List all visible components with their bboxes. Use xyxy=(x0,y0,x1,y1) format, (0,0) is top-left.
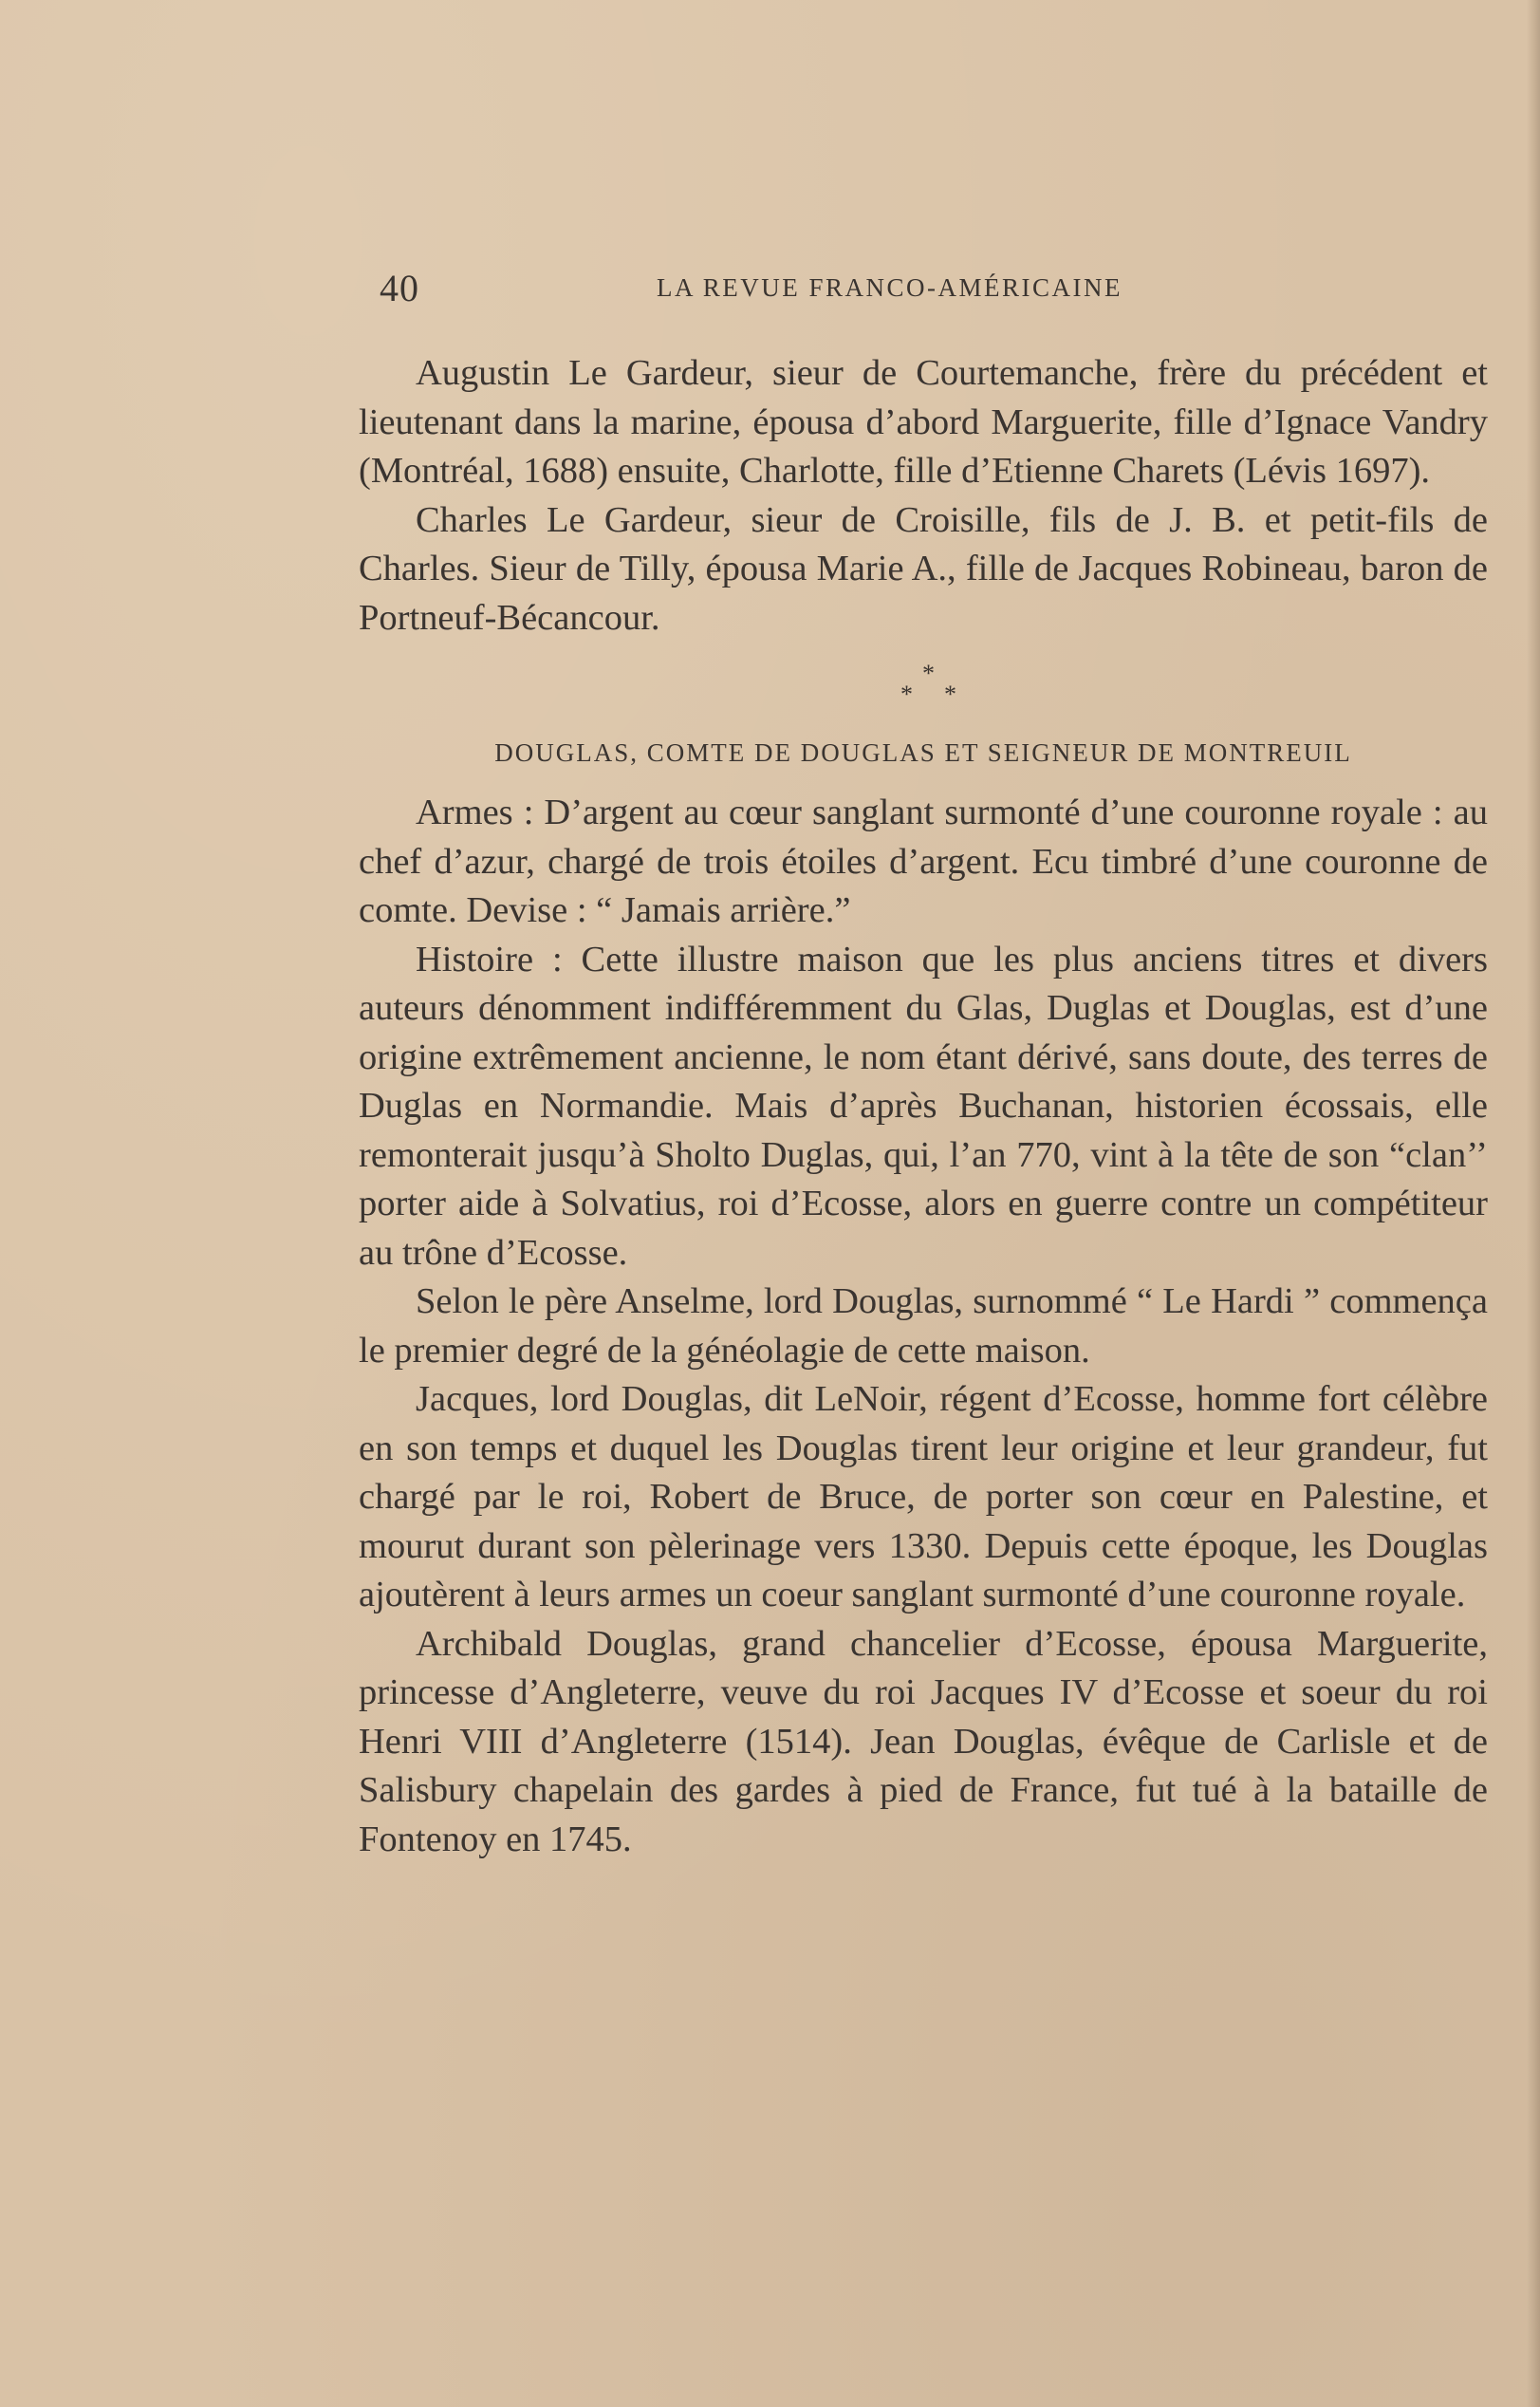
body-text xyxy=(359,349,1488,1864)
paragraph-histoire: Histoire : Cette illustre maison que les plus anciens titres et divers auteurs dénomment indifféremment du Glas, Duglas et Douglas, est d’une origine extrêmement ancienne, le nom étant dérivé, sans doute, des terres de Duglas en Normandie. Mais d’après Buchanan, historien écossais, elle remonterait jusqu’à Sholto Duglas, qui, l’an 770, vint à la tête de son “clan’’ porter aide à Solvatius, roi d’Ecosse, alors en guerre contre un compétiteur au trône d’Ecosse. xyxy=(359,939,1488,1273)
paragraph-anselme: Selon le père Anselme, lord Douglas, surnommé “ Le Hardi ” commença le premier degré de la généolagie de cette maison. xyxy=(359,1281,1488,1371)
paragraph-augustin: Augustin Le Gardeur, sieur de Courtemanche, frère du précédent et lieutenant dans la marine, épousa d’abord Marguerite, fille d’Ignace Vandry (Montréal, 1688) ensuite, Charlotte, fille d’Etienne Charets (Lévis 1697). xyxy=(359,353,1488,491)
running-head xyxy=(380,266,1328,313)
page-edge-shadow xyxy=(1527,0,1540,2407)
asterisk-top: * xyxy=(922,660,935,687)
paragraph-archibald: Archibald Douglas, grand chancelier d’Ecosse, épousa Marguerite, princesse d’Angleterre, veuve du roi Jacques IV d’Ecosse et soeur du roi Henri VIII d’Angleterre (1514). Jean Douglas, évêque de Carlisle et de Salisbury chapelain des gardes à pied de France, fut tué à la bataille de Fontenoy en 1745. xyxy=(359,1623,1488,1859)
asterisk-bottom-right: * xyxy=(944,681,956,708)
asterisk-bottom-left: * xyxy=(900,681,913,708)
paragraph-charles: Charles Le Gardeur, sieur de Croisille, fils de J. B. et petit-fils de Charles. Sieur de Tilly, épousa Marie A., fille de Jacques Robineau, baron de Portneuf-Bécancour. xyxy=(359,499,1488,638)
paragraph-armes: Armes : D’argent au cœur sanglant surmonté d’une couronne royale : au chef d’azur, chargé de trois étoiles d’argent. Ecu timbré d’une couronne de comte. Devise : “ Jamais arrière.” xyxy=(359,793,1488,930)
section-heading: DOUGLAS, COMTE DE DOUGLAS ET SEIGNEUR DE MONTREUIL xyxy=(494,738,1352,767)
paragraph-jacques: Jacques, lord Douglas, dit LeNoir, régent d’Ecosse, homme fort célèbre en son temps et duquel les Douglas tirent leur origine et leur grandeur, fut chargé par le roi, Robert de Bruce, de porter son cœur en Palestine, et mourut durant son pèlerinage vers 1330. Depuis cette époque, les Douglas ajoutèrent à leurs armes un coeur sanglant surmonté d’une couronne royale. xyxy=(359,1379,1488,1614)
journal-title: LA REVUE FRANCO-AMÉRICAINE xyxy=(657,273,1123,302)
asterism-separator xyxy=(359,643,1488,734)
page-number: 40 xyxy=(380,267,419,309)
